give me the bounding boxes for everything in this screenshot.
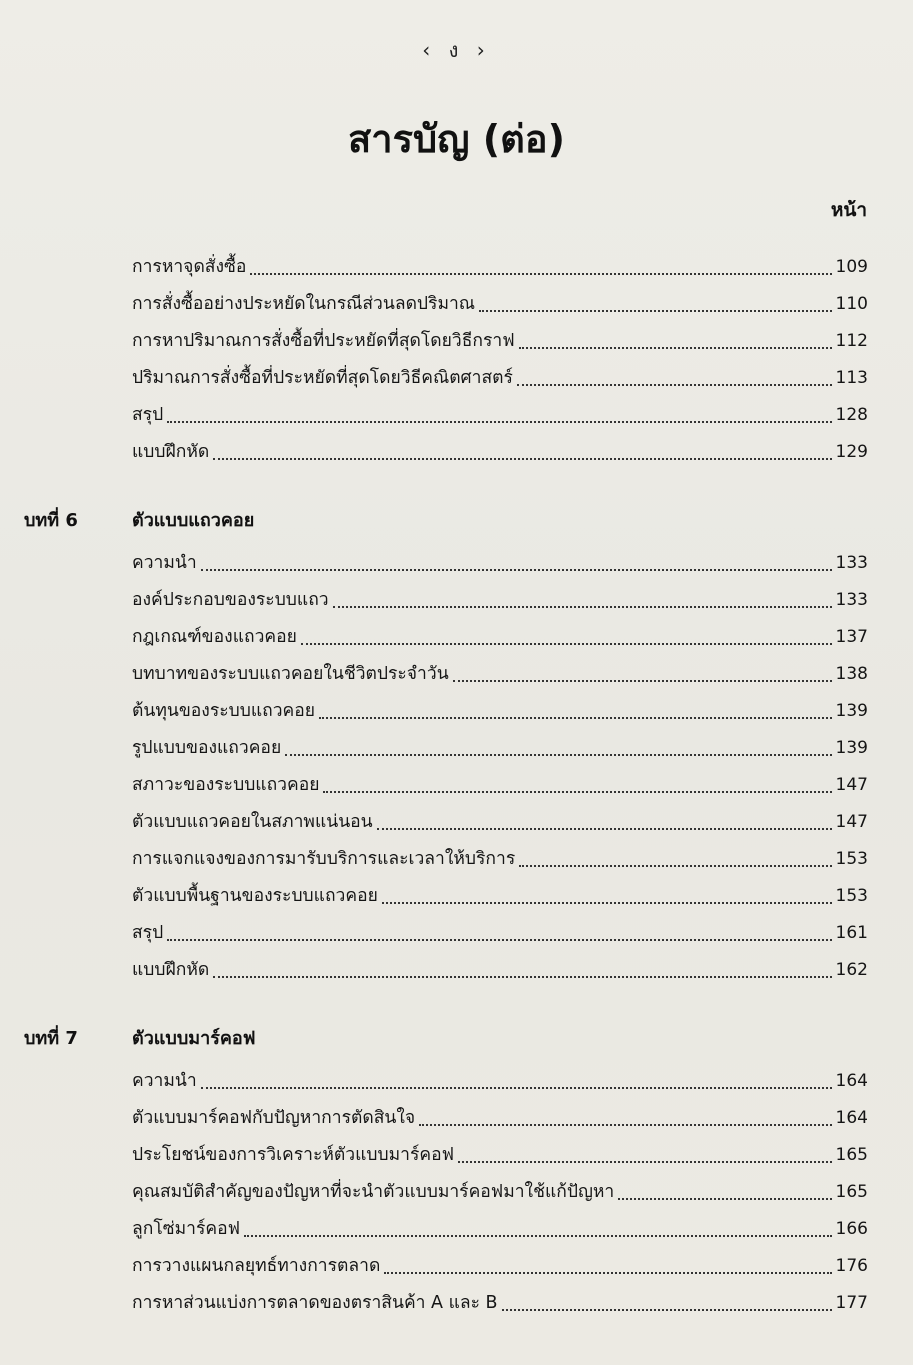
toc-entry[interactable] (132, 1247, 868, 1277)
toc-entry-label: สรุป (132, 923, 164, 943)
dot-leader (250, 273, 831, 275)
dot-leader (517, 384, 832, 386)
toc-entry-label: รูปแบบของแถวคอย (132, 738, 282, 758)
dot-leader (453, 680, 832, 682)
toc-entry-page: 139 (835, 701, 868, 721)
toc-entry-page: 133 (835, 590, 868, 610)
toc-entry[interactable] (132, 1173, 868, 1203)
toc-entry[interactable] (132, 840, 868, 870)
toc-entry[interactable] (132, 285, 868, 315)
dot-leader (519, 347, 832, 349)
toc-entry-page: 153 (835, 849, 868, 869)
toc-entry[interactable] (132, 692, 868, 722)
toc-entry-page: 166 (835, 1219, 868, 1239)
toc-entry-page: 161 (835, 923, 868, 943)
toc-entry-label: ตัวแบบพื้นฐานของระบบแถวคอย (132, 886, 378, 906)
toc-entry-page: 147 (835, 812, 868, 832)
toc-entry-label: ตัวแบบมาร์คอฟกับปัญหาการตัดสินใจ (132, 1108, 416, 1128)
chapter-heading-6[interactable] (24, 504, 884, 534)
toc-entry-label: ลูกโซ่มาร์คอฟ (132, 1219, 240, 1239)
dot-leader (213, 976, 831, 978)
toc-entry-page: 147 (835, 775, 868, 795)
toc-entry-page: 164 (835, 1071, 868, 1091)
toc-entry[interactable] (132, 877, 868, 907)
dot-leader (167, 421, 831, 423)
toc-entry-label: การสั่งซื้ออย่างประหยัดในกรณีส่วนลดปริมาณ (132, 294, 476, 314)
toc-entry-page: 176 (835, 1256, 868, 1276)
dot-leader (333, 606, 832, 608)
toc-entry-page: 164 (835, 1108, 868, 1128)
toc-entry-page: 113 (835, 368, 868, 388)
toc-entry-label: กฎเกณฑ์ของแถวคอย (132, 627, 297, 647)
page-column-label: หน้า (830, 199, 867, 221)
chapter-heading-7[interactable] (24, 1022, 884, 1052)
toc-entry-label: ปริมาณการสั่งซื้อที่ประหยัดที่สุดโดยวิธีคณิตศาสตร์ (132, 368, 513, 388)
toc-entry-page: 138 (835, 664, 868, 684)
dot-leader (502, 1309, 832, 1311)
toc-entry[interactable] (132, 322, 868, 352)
toc-entry[interactable] (132, 1062, 868, 1092)
toc-entry-label: การหาจุดสั่งซื้อ (132, 257, 247, 277)
toc-entry[interactable] (132, 766, 868, 796)
toc-entry-label: สรุป (132, 405, 164, 425)
dot-leader (244, 1235, 832, 1237)
dot-leader (323, 791, 831, 793)
toc-entry-page: 139 (835, 738, 868, 758)
dot-leader (377, 828, 832, 830)
toc-entry[interactable] (132, 729, 868, 759)
dot-leader (201, 569, 832, 571)
toc-entry[interactable] (132, 581, 868, 611)
toc-entry[interactable] (132, 1136, 868, 1166)
toc-entry-page: 153 (835, 886, 868, 906)
page-title: สารบัญ (ต่อ) (348, 117, 565, 161)
toc-entry-page: 177 (835, 1293, 868, 1313)
toc-entry[interactable] (132, 618, 868, 648)
toc-entry-label: การหาส่วนแบ่งการตลาดของตราสินค้า A และ B (132, 1293, 498, 1313)
dot-leader (319, 717, 832, 719)
chapter-number: บทที่ 6 (24, 510, 78, 531)
page-number: ‹ ง › (422, 38, 491, 62)
toc-entry[interactable] (132, 248, 868, 278)
toc-entry[interactable] (132, 655, 868, 685)
dot-leader (479, 310, 832, 312)
toc-entry[interactable] (132, 1099, 868, 1129)
toc-entry[interactable] (132, 1210, 868, 1240)
toc-entry-label: แบบฝึกหัด (132, 960, 210, 980)
dot-leader (167, 939, 831, 941)
dot-leader (213, 458, 831, 460)
toc-entry-page: 133 (835, 553, 868, 573)
toc-entry[interactable] (132, 433, 868, 463)
dot-leader (382, 902, 832, 904)
toc-entry-label: ความนำ (132, 1071, 197, 1091)
toc-entry-label: ความนำ (132, 553, 197, 573)
toc-entry-label: ต้นทุนของระบบแถวคอย (132, 701, 316, 721)
toc-entry-page: 162 (835, 960, 868, 980)
toc-entry-page: 112 (835, 331, 868, 351)
toc-entry[interactable] (132, 544, 868, 574)
toc-entry-page: 165 (835, 1145, 868, 1165)
chapter-number: บทที่ 7 (24, 1028, 78, 1049)
toc-entry[interactable] (132, 396, 868, 426)
dot-leader (519, 865, 831, 867)
toc-entry-page: 110 (835, 294, 868, 314)
dot-leader (458, 1161, 832, 1163)
toc-entry-label: การแจกแจงของการมารับบริการและเวลาให้บริการ (132, 849, 516, 869)
dot-leader (384, 1272, 831, 1274)
dot-leader (618, 1198, 831, 1200)
toc-entry-page: 109 (835, 257, 868, 277)
chapter-title: ตัวแบบมาร์คอฟ (132, 1028, 256, 1049)
toc-entry[interactable] (132, 914, 868, 944)
dot-leader (301, 643, 832, 645)
toc-entry-label: ตัวแบบแถวคอยในสภาพแน่นอน (132, 812, 373, 832)
dot-leader (419, 1124, 831, 1126)
toc-entry[interactable] (132, 803, 868, 833)
dot-leader (201, 1087, 832, 1089)
toc-entry-label: การหาปริมาณการสั่งซื้อที่ประหยัดที่สุดโดยวิธีกราฟ (132, 331, 515, 351)
toc-entry-page: 128 (835, 405, 868, 425)
toc-entry-label: แบบฝึกหัด (132, 442, 210, 462)
toc-entry-page: 165 (835, 1182, 868, 1202)
toc-entry[interactable] (132, 1284, 868, 1314)
toc-entry-label: คุณสมบัติสำคัญของปัญหาที่จะนำตัวแบบมาร์คอฟมาใช้แก้ปัญหา (132, 1182, 615, 1202)
chapter-title: ตัวแบบแถวคอย (132, 510, 255, 531)
toc-entry-label: การวางแผนกลยุทธ์ทางการตลาด (132, 1256, 381, 1276)
toc-entry-page: 129 (835, 442, 868, 462)
toc-entry-label: บทบาทของระบบแถวคอยในชีวิตประจำวัน (132, 664, 449, 684)
toc-entry-label: องค์ประกอบของระบบแถว (132, 590, 329, 610)
toc-entry[interactable] (132, 359, 868, 389)
toc-entry-page: 137 (835, 627, 868, 647)
toc-entry-label: ประโยชน์ของการวิเคราะห์ตัวแบบมาร์คอฟ (132, 1145, 454, 1165)
dot-leader (285, 754, 831, 756)
toc-entry[interactable] (132, 951, 868, 981)
toc-entry-label: สภาวะของระบบแถวคอย (132, 775, 320, 795)
